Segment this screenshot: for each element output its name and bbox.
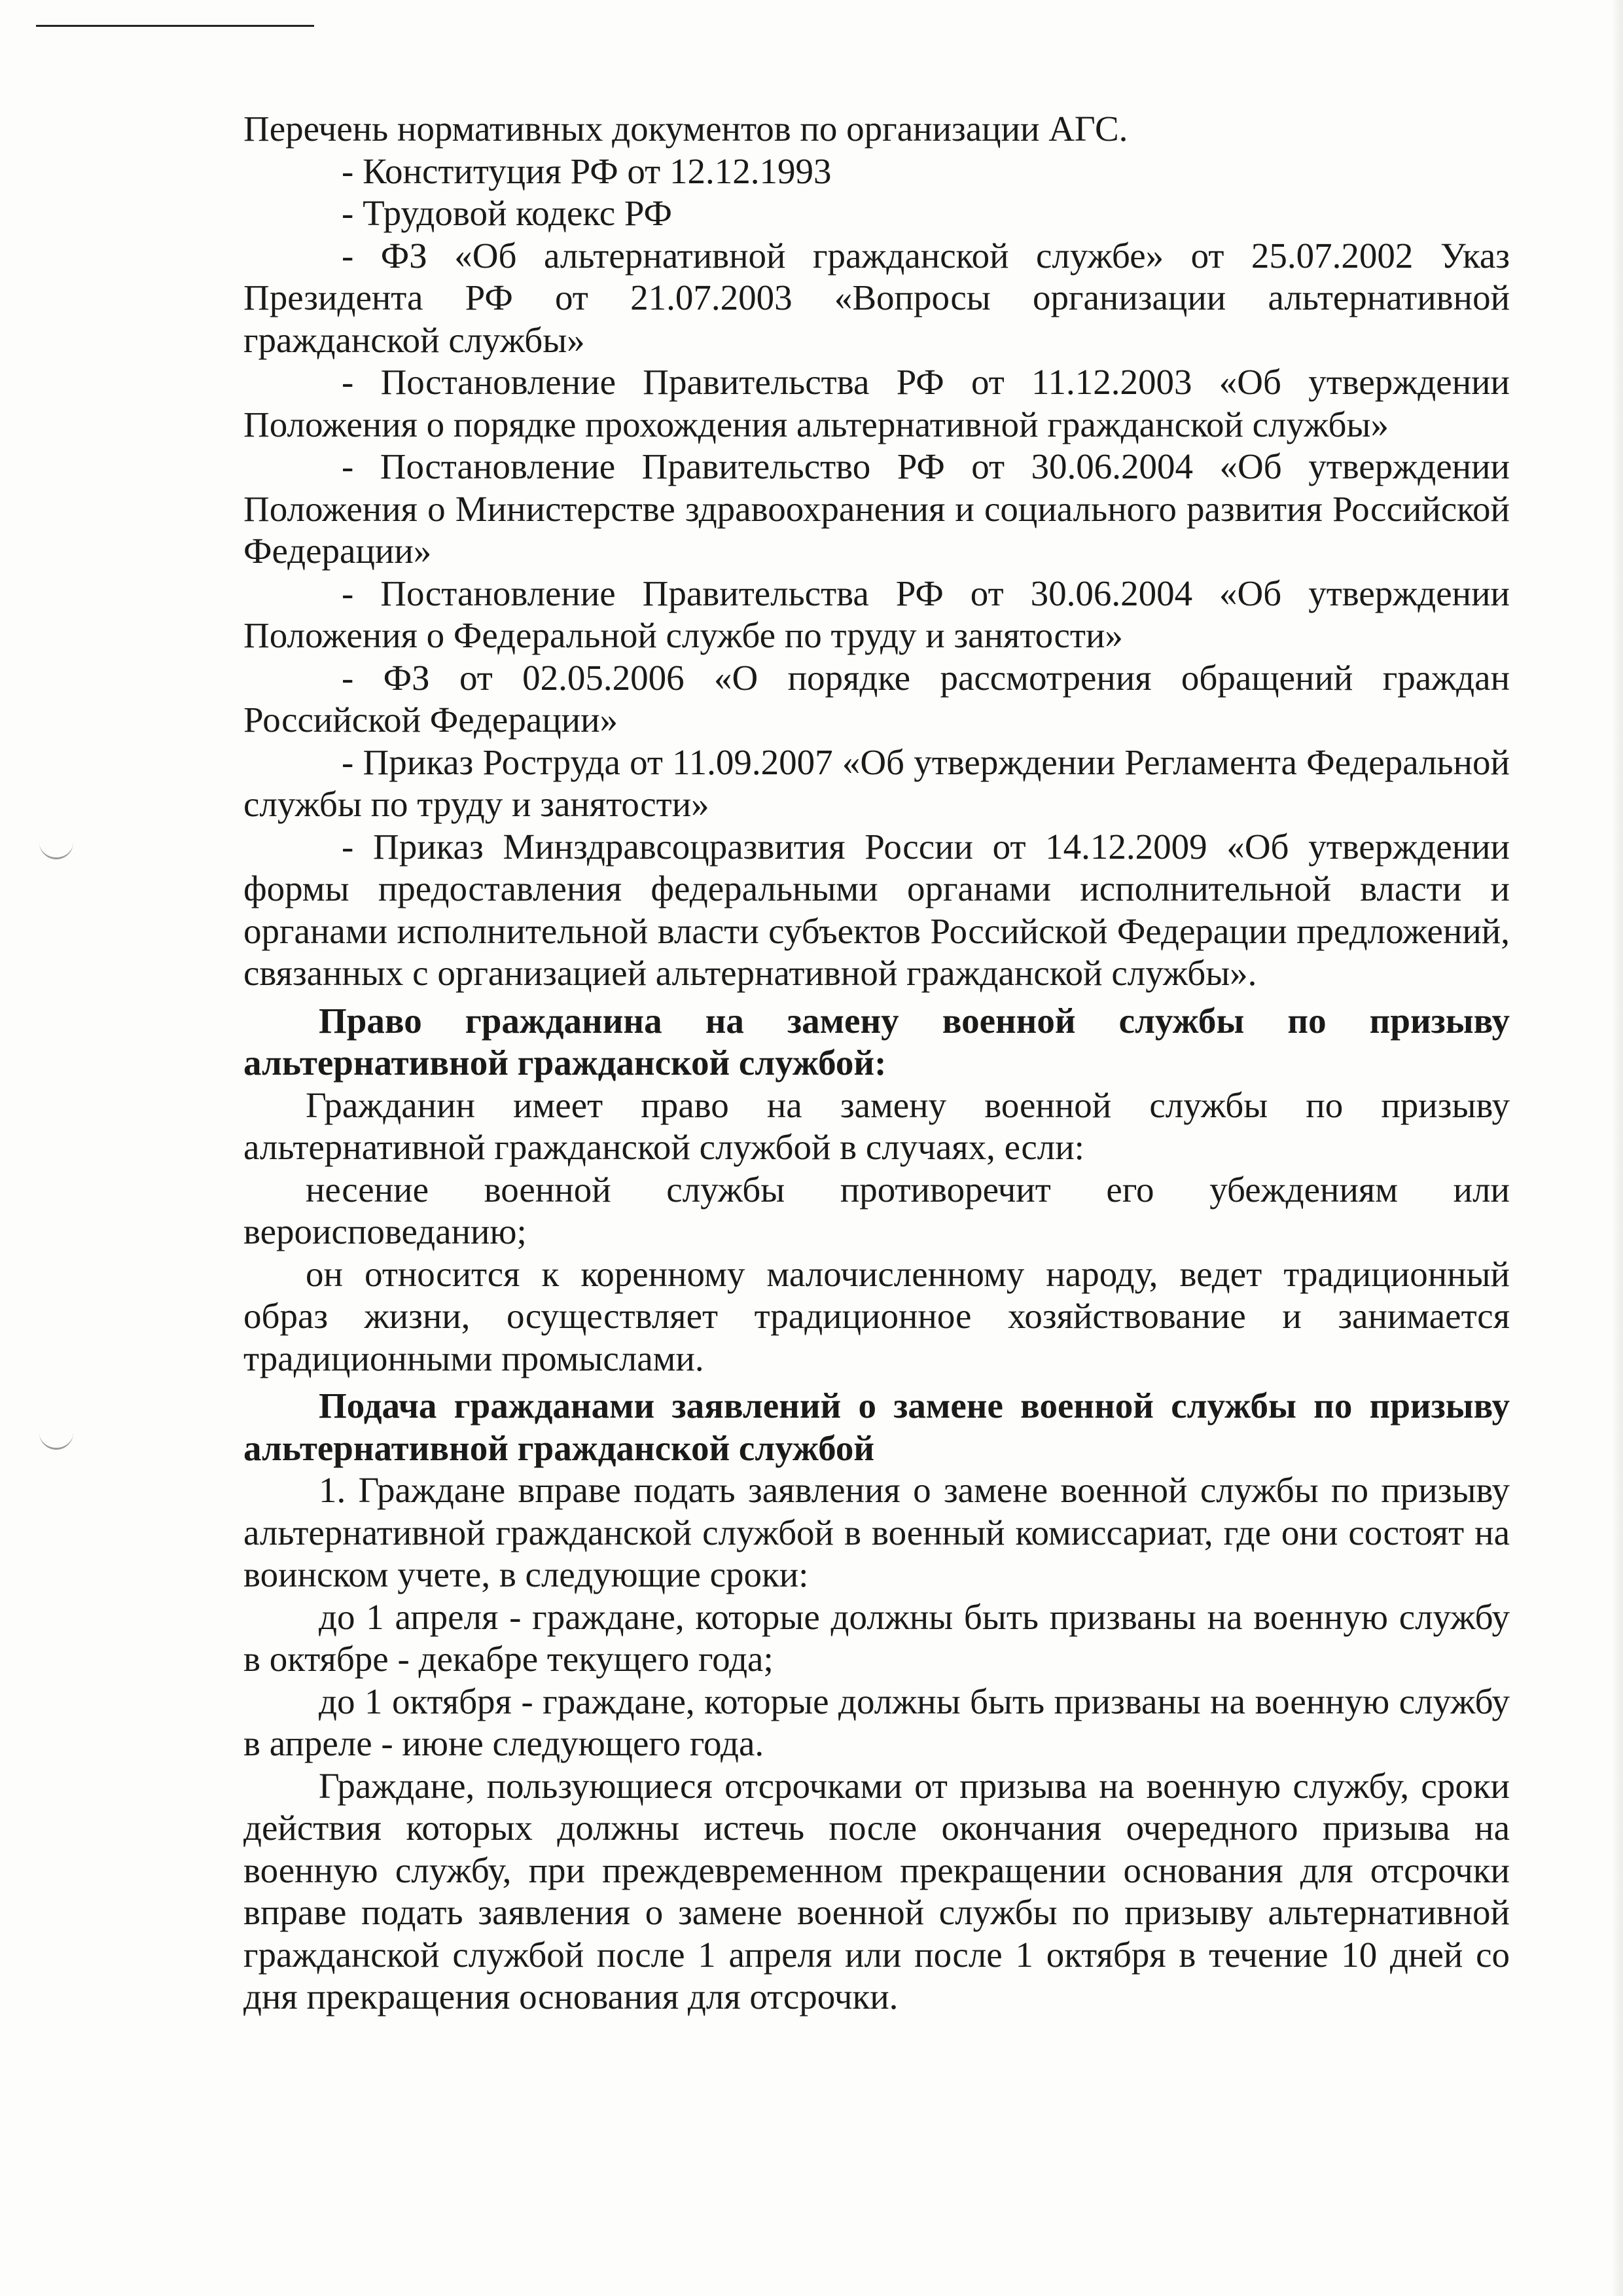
paragraph: до 1 октября - граждане, которые должны быть призваны на военную службу в апреле - июне следующего года.: [243, 1681, 1510, 1763]
page-title: Перечень нормативных документов по организации АГС.: [243, 109, 1128, 149]
section-heading: Подача гражданами заявлений о замене военной службы по призыву альтернативной гражданской службой: [243, 1386, 1510, 1468]
list-item: - Конституция РФ от 12.12.1993: [342, 151, 832, 191]
list-item: - Трудовой кодекс РФ: [342, 193, 672, 233]
list-item: - Постановление Правительство РФ от 30.06.2004 «Об утверждении Положения о Министерстве здравоохранения и социального развития Российской Федерации»: [243, 446, 1510, 571]
list-item: - Постановление Правительства РФ от 11.12.2003 «Об утверждении Положения о порядке прохождения альтернативной гражданской службы»: [243, 362, 1510, 444]
list-item: - Постановление Правительства РФ от 30.06.2004 «Об утверждении Положения о Федеральной службе по труду и занятости»: [243, 573, 1510, 655]
list-item: - ФЗ «Об альтернативной гражданской службе» от 25.07.2002 Указ Президента РФ от 21.07.2003 «Вопросы организации альтернативной гражданской службы»: [243, 235, 1510, 360]
paragraph: до 1 апреля - граждане, которые должны быть призваны на военную службу в октябре - декабре текущего года;: [243, 1596, 1510, 1679]
paragraph: Гражданин имеет право на замену военной службы по призыву альтернативной гражданской службой в случаях, если:: [243, 1085, 1510, 1167]
paragraph: 1. Граждане вправе подать заявления о замене военной службы по призыву альтернативной гражданской службой в военный комиссариат, где они состоят на воинском учете, в следующие сроки:: [243, 1470, 1510, 1594]
list-item: - ФЗ от 02.05.2006 «О порядке рассмотрения обращений граждан Российской Федерации»: [243, 657, 1510, 740]
punch-hole-mark: [39, 840, 73, 859]
document-page: [243, 108, 1510, 2018]
top-rule: [36, 25, 314, 27]
section-heading: Право гражданина на замену военной службы по призыву альтернативной гражданской службой:: [243, 1000, 1510, 1083]
punch-hole-mark: [39, 1431, 73, 1450]
paragraph: он относится к коренному малочисленному народу, ведет традиционный образ жизни, осуществляет традиционное хозяйствование и занимается традиционными промыслами.: [243, 1253, 1510, 1378]
paragraph: Граждане, пользующиеся отсрочками от призыва на военную службу, сроки действия которых должны истечь после окончания очередного призыва на военную службу, при преждевременном прекращении основания для отсрочки вправе подать заявления о замене военной службы по призыву альтернативной гражданской службой после 1 апреля или после 1 октября в течение 10 дней со дня прекращения основания для отсрочки.: [243, 1765, 1510, 2017]
list-item: - Приказ Роструда от 11.09.2007 «Об утверждении Регламента Федеральной службы по труду и занятости»: [243, 742, 1510, 824]
paragraph: несение военной службы противоречит его убеждениям или вероисповеданию;: [243, 1169, 1510, 1251]
scan-edge: [1611, 0, 1623, 2296]
list-item: - Приказ Минздравсоцразвития России от 14.12.2009 «Об утверждении формы предоставления федеральными органами исполнительной власти и органами исполнительной власти субъектов Российской Федерации предложений, связанных с организацией альтернативной гражданской службы».: [243, 826, 1510, 993]
